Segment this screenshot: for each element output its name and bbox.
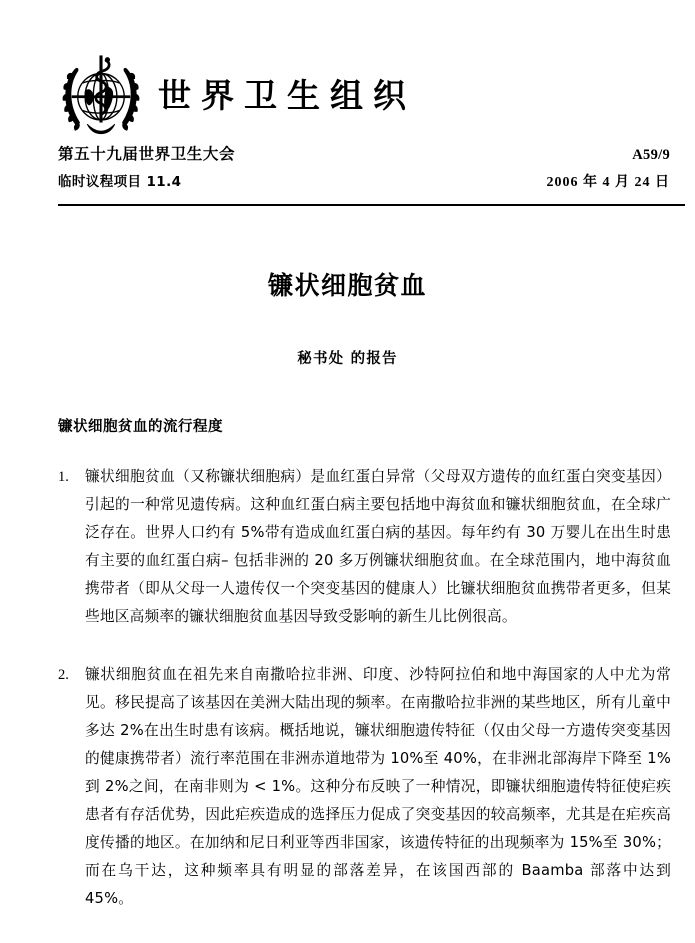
paragraph-number: 1. bbox=[58, 468, 69, 485]
header-row-assembly bbox=[58, 142, 670, 164]
who-emblem-icon bbox=[58, 52, 144, 138]
assembly-title: 第五十九届世界卫生大会 bbox=[58, 145, 236, 163]
paragraph bbox=[58, 661, 671, 913]
header-divider bbox=[58, 204, 685, 206]
page-title: 镰状细胞贫血 bbox=[267, 271, 427, 300]
header-row-agenda bbox=[58, 170, 670, 191]
paragraph-text: 镰状细胞贫血在祖先来自南撒哈拉非洲、印度、沙特阿拉伯和地中海国家的人中尤为常见。移民提高了该基因在美洲大陆出现的频率。在南撒哈拉非洲的某些地区，所有儿童中多达 2%在出生时患有该病。概括地说，镰状细胞遗传特征（仅由父母一方遗传突变基因的健康携带者）流行率范围在非洲赤道地带为 10%至 40%，在非洲北部海岸下降至 1%到 2%之间，在南非则为 < 1%。这种分布反映了一种情况，即镰状细胞遗传特征使疟疾患者有存活优势，因此疟疾造成的选择压力促成了突变基因的较高频率，尤其是在疟疾高度传播的地区。在加纳和尼日利亚等西非国家，该遗传特征的出现频率为 15%至 30%；而在乌干达，这种频率具有明显的部落差异，在该国西部的 Baamba 部落中达到 45%。 bbox=[85, 665, 671, 907]
serpent-head bbox=[105, 57, 110, 62]
document-date: 2006 年 4 月 24 日 bbox=[546, 175, 670, 190]
document-body bbox=[58, 418, 671, 943]
document-header bbox=[58, 142, 670, 191]
paragraph-number: 2. bbox=[58, 666, 69, 683]
document-number: A59/9 bbox=[632, 147, 670, 163]
organization-name: 世界卫生组织 bbox=[158, 75, 416, 115]
paragraph-text: 镰状细胞贫血（又称镰状细胞病）是血红蛋白异常（父母双方遗传的血红蛋白突变基因）引起的一种常见遗传病。这种血红蛋白病主要包括地中海贫血和镰状细胞贫血，在全球广泛存在。世界人口约有 5%带有造成血红蛋白病的基因。每年约有 30 万婴儿在出生时患有主要的血红蛋白病– 包括非洲的 20 多万例镰状细胞贫血。在全球范围内，地中海贫血携带者（即从父母一人遗传仅一个突变基因的健康人）比镰状细胞贫血携带者更多，但某些地区高频率的镰状细胞贫血基因导致受影响的新生儿比例很高。 bbox=[85, 467, 671, 625]
masthead bbox=[58, 50, 670, 140]
paragraph bbox=[58, 463, 671, 631]
agenda-item: 临时议程项目 11.4 bbox=[58, 174, 182, 190]
page-subtitle: 秘书处 的报告 bbox=[297, 351, 398, 367]
section-heading: 镰状细胞贫血的流行程度 bbox=[58, 419, 223, 435]
